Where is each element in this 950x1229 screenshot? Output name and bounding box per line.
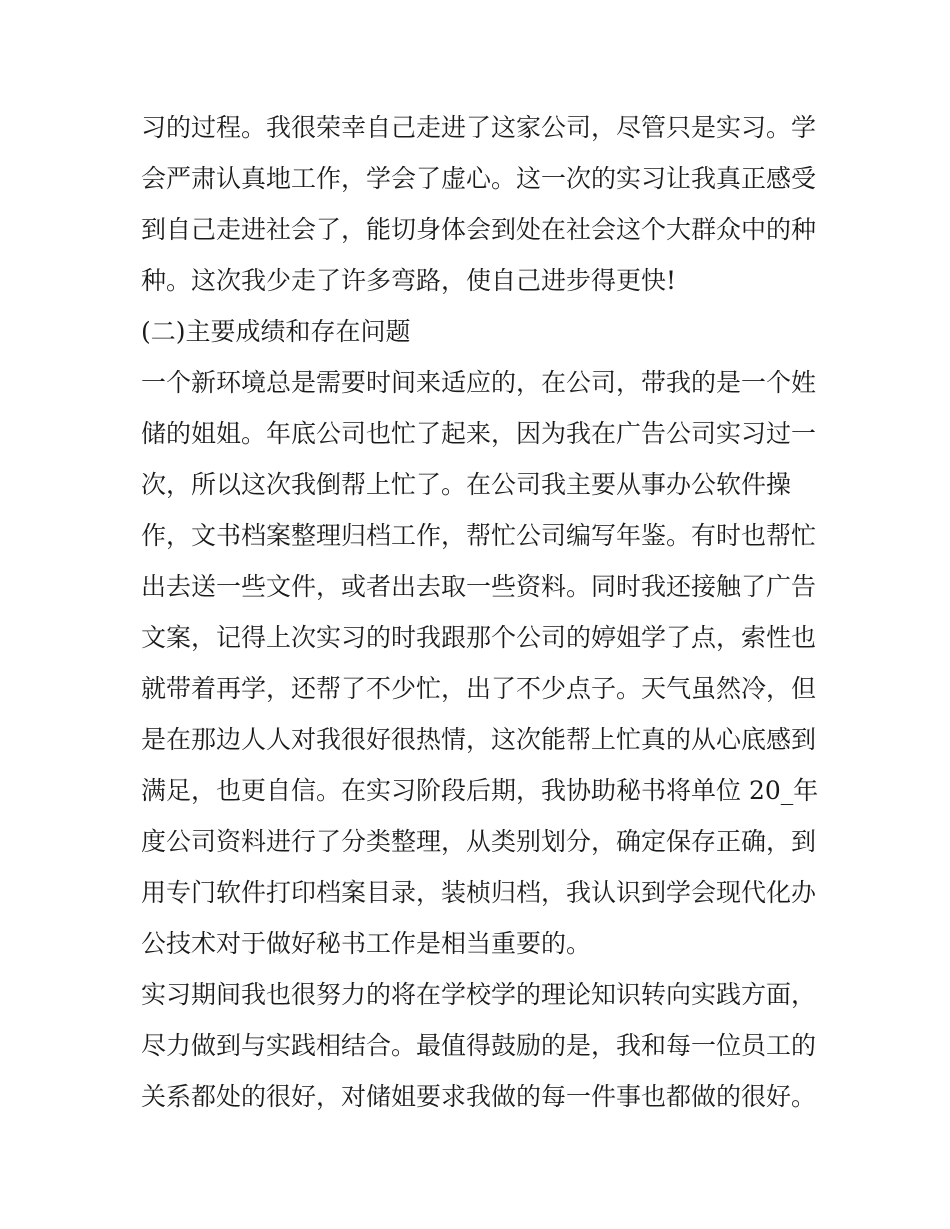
section-heading: (二)主要成绩和存在问题 [141,317,411,346]
text-line-7: 储的姐姐。年底公司也忙了起来，因为我在广告公司实习过一 [141,419,817,448]
text-line-1: 习的过程。我很荣幸自己走进了这家公司，尽管只是实习。学 [141,113,817,142]
text-line-14: 满足，也更自信。在实习阶段后期，我协助秘书将单位 20_年 [141,776,819,805]
text-line-20: 关系都处的很好，对储姐要求我做的每一件事也都做的很好。 [141,1082,817,1111]
text-line-16: 用专门软件打印档案目录，装桢归档，我认识到学会现代化办 [141,878,817,907]
text-line-9: 作，文书档案整理归档工作，帮忙公司编写年鉴。有时也帮忙 [141,521,817,550]
text-line-12: 就带着再学，还帮了不少忙，出了不少点子。天气虽然冷，但 [141,674,817,703]
text-line-3: 到自己走进社会了，能切身体会到处在社会这个大群众中的种 [141,215,817,244]
text-line-10: 出去送一些文件，或者出去取一些资料。同时我还接触了广告 [141,572,817,601]
text-line-11: 文案，记得上次实习的时我跟那个公司的婷姐学了点，索性也 [141,623,817,652]
text-line-13: 是在那边人人对我很好很热情，这次能帮上忙真的从心底感到 [141,725,817,754]
text-line-6: 一个新环境总是需要时间来适应的，在公司，带我的是一个姓 [141,368,817,397]
text-line-19: 尽力做到与实践相结合。最值得鼓励的是，我和每一位员工的 [141,1031,817,1060]
text-line-2: 会严肃认真地工作，学会了虚心。这一次的实习让我真正感受 [141,164,817,193]
text-line-4: 种。这次我少走了许多弯路，使自己进步得更快! [141,266,677,295]
text-line-18: 实习期间我也很努力的将在学校学的理论知识转向实践方面， [141,980,817,1009]
text-line-15: 度公司资料进行了分类整理，从类别划分，确定保存正确，到 [141,827,817,856]
text-line-17: 公技术对于做好秘书工作是相当重要的。 [141,929,592,958]
text-line-8: 次，所以这次我倒帮上忙了。在公司我主要从事办公软件操 [141,470,792,499]
